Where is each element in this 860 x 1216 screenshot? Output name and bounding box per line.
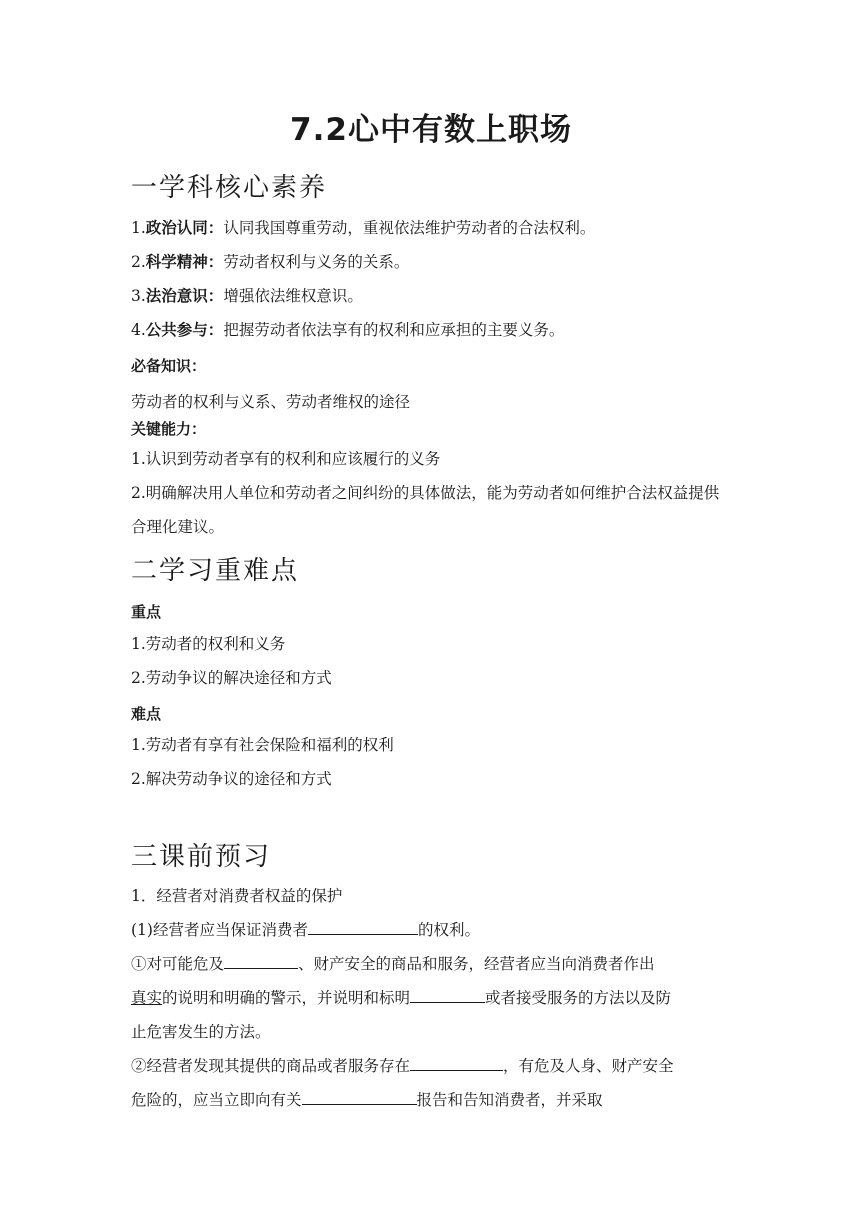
difficult-point-2: 2.解决劳动争议的途径和方式	[131, 770, 332, 788]
preview-paragraph-2-line-1: ①对可能危及 、财产安全的商品和服务，经营者应当向消费者作出	[131, 947, 731, 981]
fill-blank	[410, 1054, 503, 1071]
preview-item-1: 1．经营者对消费者权益的保护	[131, 887, 343, 905]
fill-blank	[224, 952, 298, 969]
key-point-2: 2.劳动争议的解决途径和方式	[131, 669, 332, 687]
key-ability-item-2: 2.明确解决用人单位和劳动者之间纠纷的具体做法，能为劳动者如何维护合法权益提供合理化建议。	[131, 484, 720, 536]
fill-blank	[410, 986, 485, 1003]
key-ability-item-1: 1.认识到劳动者享有的权利和应该履行的义务	[131, 450, 441, 468]
required-knowledge-text: 劳动者的权利与义系、劳动者维权的途径	[131, 393, 411, 411]
fill-blank	[308, 918, 418, 935]
preview-paragraph-2-line-2: 真实的说明和明确的警示，并说明和标明 或者接受服务的方法以及防	[131, 981, 731, 1015]
preview-paragraph-2-line-3: 止危害发生的方法。	[131, 1023, 271, 1041]
difficult-point-1: 1.劳动者有享有社会保险和福利的权利	[131, 736, 394, 754]
section-heading-core-literacy: 一学科核心素养	[131, 173, 328, 203]
page-title: 7.2心中有数上职场	[290, 112, 572, 148]
fill-blank	[302, 1088, 417, 1105]
literacy-item-4: 4.公共参与：把握劳动者依法享有的权利和应承担的主要义务。	[131, 321, 565, 339]
literacy-item-2: 2.科学精神：劳动者权利与义务的关系。	[131, 253, 410, 271]
preview-paragraph-3-line-1: ②经营者发现其提供的商品或者服务存在 ，有危及人身、财产安全	[131, 1049, 731, 1083]
preview-paragraph-3-line-2: 危险的，应当立即向有关 报告和告知消费者，并采取	[131, 1083, 731, 1117]
difficult-points-label: 难点	[131, 705, 162, 723]
key-ability-label: 关键能力：	[131, 420, 207, 438]
preview-paragraph-1: (1)经营者应当保证消费者 的权利。	[131, 913, 731, 947]
required-knowledge-label: 必备知识：	[131, 357, 207, 375]
literacy-item-3: 3.法治意识：增强依法维权意识。	[131, 287, 363, 305]
key-point-1: 1.劳动者的权利和义务	[131, 635, 286, 653]
key-points-label: 重点	[131, 603, 162, 621]
section-heading-preview: 三课前预习	[131, 842, 272, 872]
section-heading-key-difficult: 二学习重难点	[131, 556, 300, 586]
literacy-item-1: 1.政治认同：认同我国尊重劳动，重视依法维护劳动者的合法权利。	[131, 219, 596, 237]
